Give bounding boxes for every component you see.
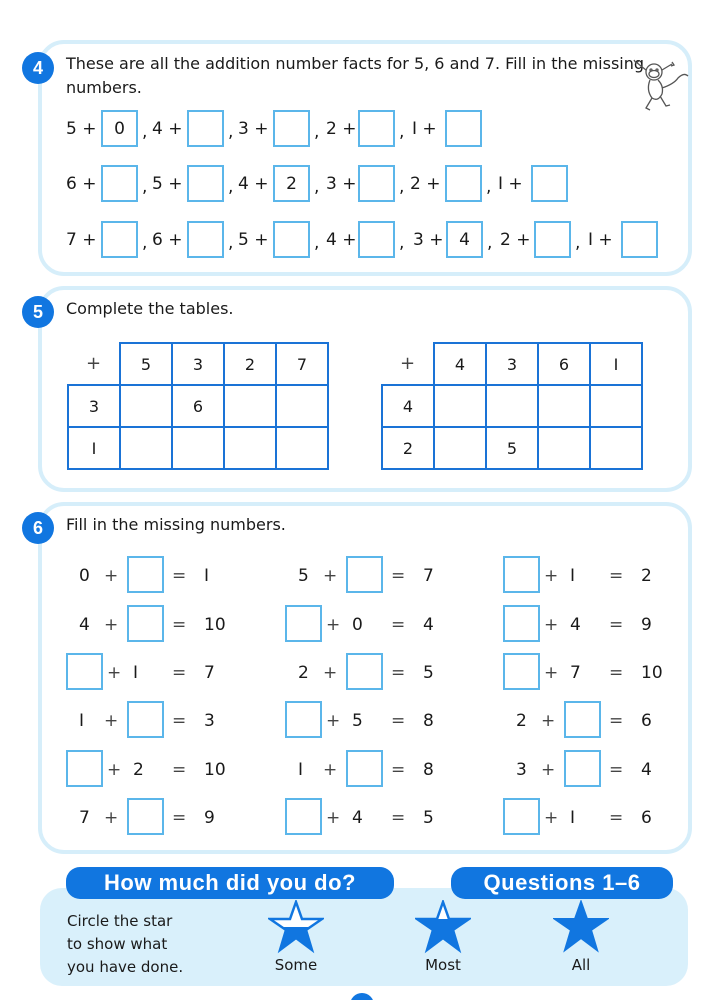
q6-result: 8: [423, 760, 434, 780]
q6-addend: 2: [298, 663, 309, 683]
q6-addend: 2: [516, 711, 527, 731]
q6-addend: 5: [352, 711, 363, 731]
equals-sign: =: [391, 566, 406, 586]
table-cell[interactable]: 5: [486, 427, 538, 469]
q4-r1-term: I +: [412, 119, 437, 139]
q6-answer-box[interactable]: [127, 798, 164, 835]
q6-result: 5: [423, 663, 434, 683]
table-row-header: I: [68, 427, 120, 469]
equals-sign: =: [391, 808, 406, 828]
equals-sign: =: [609, 808, 624, 828]
q4-r2-term: 5 +: [152, 174, 183, 194]
plus-sign: +: [323, 663, 338, 683]
q4-r2-answer-box[interactable]: [445, 165, 482, 202]
q6-answer-box[interactable]: [503, 605, 540, 642]
table-col-header: 5: [120, 343, 172, 385]
footer-instruction-line1: Circle the star: [67, 912, 173, 930]
q4-r2-term: 6 +: [66, 174, 97, 194]
q6-addend: 2: [133, 760, 144, 780]
star-most-icon[interactable]: [415, 900, 471, 954]
q4-r3-term: 2 +: [500, 230, 531, 250]
q4-separator: ,: [142, 122, 148, 142]
table-cell[interactable]: [434, 385, 486, 427]
plus-sign: +: [104, 615, 119, 635]
q6-addend: I: [570, 566, 576, 586]
addition-table-2: [381, 342, 643, 470]
q6-result: 8: [423, 711, 434, 731]
plus-sign: +: [104, 808, 119, 828]
equals-sign: =: [172, 663, 187, 683]
q4-r2-term: 2 +: [410, 174, 441, 194]
q6-answer-box[interactable]: [285, 605, 322, 642]
table-col-header: 2: [224, 343, 276, 385]
q6-result: 3: [204, 711, 215, 731]
q6-answer-box[interactable]: [66, 653, 103, 690]
q6-result: 2: [641, 566, 652, 586]
table-col-header: 4: [434, 343, 486, 385]
q6-result: 6: [641, 808, 652, 828]
q4-separator: ,: [142, 233, 148, 253]
footer-instruction-line3: you have done.: [67, 958, 184, 976]
q4-r3-term: 5 +: [238, 230, 269, 250]
q4-separator: ,: [399, 233, 405, 253]
table-cell[interactable]: [434, 427, 486, 469]
star-some-label: Some: [274, 956, 318, 974]
equals-sign: =: [609, 566, 624, 586]
table-cell[interactable]: [120, 385, 172, 427]
equals-sign: =: [391, 711, 406, 731]
q4-separator: ,: [487, 233, 493, 253]
table-row-header: 2: [382, 427, 434, 469]
equals-sign: =: [609, 615, 624, 635]
q6-addend: 7: [570, 663, 581, 683]
q6-addend: 0: [79, 566, 90, 586]
q4-separator: ,: [399, 122, 405, 142]
q6-addend: 3: [516, 760, 527, 780]
q6-instruction: Fill in the missing numbers.: [66, 515, 286, 534]
plus-sign: +: [323, 760, 338, 780]
plus-sign: +: [544, 663, 559, 683]
star-all-label: All: [571, 956, 591, 974]
table-col-header: 3: [486, 343, 538, 385]
table-cell[interactable]: [172, 427, 224, 469]
q4-r3-answer-box[interactable]: [273, 221, 310, 258]
q4-r3-answer-box[interactable]: [101, 221, 138, 258]
table-cell[interactable]: [224, 385, 276, 427]
q6-addend: 7: [79, 808, 90, 828]
equals-sign: =: [172, 615, 187, 635]
q4-instruction-line1: These are all the addition number facts for 5, 6 and 7. Fill in the missing: [66, 54, 645, 73]
q6-result: 10: [641, 663, 663, 683]
q6-addend: I: [570, 808, 576, 828]
plus-sign: +: [107, 663, 122, 683]
monkey-illustration-icon: [628, 58, 692, 114]
plus-sign: +: [541, 711, 556, 731]
equals-sign: =: [172, 808, 187, 828]
q4-r1-answer-box[interactable]: [445, 110, 482, 147]
q4-separator: ,: [142, 177, 148, 197]
footer-instruction-line2: to show what: [67, 935, 168, 953]
table-cell[interactable]: [486, 385, 538, 427]
q6-answer-box[interactable]: [346, 750, 383, 787]
q4-r1-answer-box[interactable]: [187, 110, 224, 147]
plus-sign: +: [323, 566, 338, 586]
q4-r3-answer-box[interactable]: [187, 221, 224, 258]
q4-separator: ,: [314, 177, 320, 197]
plus-sign: +: [107, 760, 122, 780]
q6-result: 7: [423, 566, 434, 586]
q4-r3-term: 7 +: [66, 230, 97, 250]
q6-answer-box[interactable]: [127, 701, 164, 738]
q4-r2-answer-box[interactable]: [187, 165, 224, 202]
q4-r1-term: 5 +: [66, 119, 97, 139]
q4-r3-answer-box[interactable]: 4: [446, 221, 483, 258]
q6-addend: I: [79, 711, 85, 731]
questions-range-label: Questions 1–6: [451, 867, 673, 899]
q4-r3-answer-box[interactable]: [358, 221, 395, 258]
q4-r1-term: 4 +: [152, 119, 183, 139]
q6-result: I: [204, 566, 210, 586]
table-cell[interactable]: 6: [172, 385, 224, 427]
equals-sign: =: [391, 615, 406, 635]
plus-sign: +: [544, 615, 559, 635]
q4-r1-answer-box[interactable]: 0: [101, 110, 138, 147]
q4-separator: ,: [314, 233, 320, 253]
how-much-title: How much did you do?: [66, 867, 394, 899]
table-cell[interactable]: [538, 385, 590, 427]
q4-separator: ,: [228, 122, 234, 142]
plus-sign: +: [544, 566, 559, 586]
q6-addend: 5: [298, 566, 309, 586]
q4-separator: ,: [399, 177, 405, 197]
q4-r2-answer-box[interactable]: [531, 165, 568, 202]
equals-sign: =: [391, 663, 406, 683]
q4-r3-answer-box[interactable]: [621, 221, 658, 258]
equals-sign: =: [609, 711, 624, 731]
q6-result: 9: [641, 615, 652, 635]
plus-sign: +: [104, 711, 119, 731]
q6-result: 10: [204, 760, 226, 780]
star-most-label: Most: [425, 956, 461, 974]
q4-r3-term: 3 +: [413, 230, 444, 250]
q6-result: 5: [423, 808, 434, 828]
q6-answer-box[interactable]: [127, 605, 164, 642]
q4-r3-answer-box[interactable]: [534, 221, 571, 258]
q4-r1-answer-box[interactable]: [273, 110, 310, 147]
q4-r3-term: 4 +: [326, 230, 357, 250]
q6-addend: I: [298, 760, 304, 780]
q4-separator: ,: [314, 122, 320, 142]
table-corner-plus: +: [399, 353, 416, 374]
q6-answer-box[interactable]: [564, 750, 601, 787]
q4-r3-term: I +: [588, 230, 613, 250]
table-col-header: I: [590, 343, 642, 385]
q4-r2-answer-box[interactable]: [358, 165, 395, 202]
table-cell[interactable]: [224, 427, 276, 469]
q4-separator: ,: [228, 177, 234, 197]
q6-addend: I: [133, 663, 139, 683]
equals-sign: =: [609, 663, 624, 683]
equals-sign: =: [609, 760, 624, 780]
q4-r2-answer-box[interactable]: 2: [273, 165, 310, 202]
question-number-4: 4: [22, 52, 54, 84]
q4-r3-term: 6 +: [152, 230, 183, 250]
table-cell[interactable]: [590, 427, 642, 469]
q4-instruction-line2: numbers.: [66, 78, 142, 97]
q6-result: 4: [641, 760, 652, 780]
plus-sign: +: [326, 615, 341, 635]
table-cell[interactable]: [276, 427, 328, 469]
q5-instruction: Complete the tables.: [66, 299, 234, 318]
question-number-6: 6: [22, 512, 54, 544]
question-number-5: 5: [22, 296, 54, 328]
table-col-header: 7: [276, 343, 328, 385]
star-all-icon[interactable]: [553, 900, 609, 954]
q6-result: 6: [641, 711, 652, 731]
plus-sign: +: [104, 566, 119, 586]
q4-r1-answer-box[interactable]: [358, 110, 395, 147]
q6-result: 4: [423, 615, 434, 635]
q6-answer-box[interactable]: [285, 798, 322, 835]
q4-r2-answer-box[interactable]: [101, 165, 138, 202]
equals-sign: =: [391, 760, 406, 780]
q4-separator: ,: [575, 233, 581, 253]
equals-sign: =: [172, 566, 187, 586]
plus-sign: +: [544, 808, 559, 828]
q6-addend: 4: [570, 615, 581, 635]
table-corner-plus: +: [85, 353, 102, 374]
table-row-header: 4: [382, 385, 434, 427]
table-cell[interactable]: [538, 427, 590, 469]
q4-separator: ,: [228, 233, 234, 253]
table-col-header: 6: [538, 343, 590, 385]
equals-sign: =: [172, 711, 187, 731]
q6-result: 10: [204, 615, 226, 635]
q4-r2-term: I +: [498, 174, 523, 194]
table-row-header: 3: [68, 385, 120, 427]
q6-addend: 4: [352, 808, 363, 828]
q6-addend: 4: [79, 615, 90, 635]
plus-sign: +: [541, 760, 556, 780]
plus-sign: +: [326, 808, 341, 828]
q6-answer-box[interactable]: [564, 701, 601, 738]
addition-table-1: [67, 342, 329, 470]
q4-separator: ,: [486, 177, 492, 197]
q4-r1-term: 3 +: [238, 119, 269, 139]
q6-result: 9: [204, 808, 215, 828]
table-cell[interactable]: [590, 385, 642, 427]
q6-answer-box[interactable]: [503, 653, 540, 690]
table-cell[interactable]: [276, 385, 328, 427]
equals-sign: =: [172, 760, 187, 780]
q6-result: 7: [204, 663, 215, 683]
q6-answer-box[interactable]: [503, 798, 540, 835]
table-col-header: 3: [172, 343, 224, 385]
table-cell[interactable]: [120, 427, 172, 469]
q6-answer-box[interactable]: [503, 556, 540, 593]
q6-addend: 0: [352, 615, 363, 635]
q6-answer-box[interactable]: [127, 556, 164, 593]
star-some-icon[interactable]: [268, 900, 324, 954]
q4-r2-term: 4 +: [238, 174, 269, 194]
plus-sign: +: [326, 711, 341, 731]
q4-r2-term: 3 +: [326, 174, 357, 194]
q6-answer-box[interactable]: [346, 556, 383, 593]
q6-answer-box[interactable]: [285, 701, 322, 738]
q4-r1-term: 2 +: [326, 119, 357, 139]
q6-answer-box[interactable]: [346, 653, 383, 690]
page-number-marker: [350, 993, 374, 1000]
q6-answer-box[interactable]: [66, 750, 103, 787]
